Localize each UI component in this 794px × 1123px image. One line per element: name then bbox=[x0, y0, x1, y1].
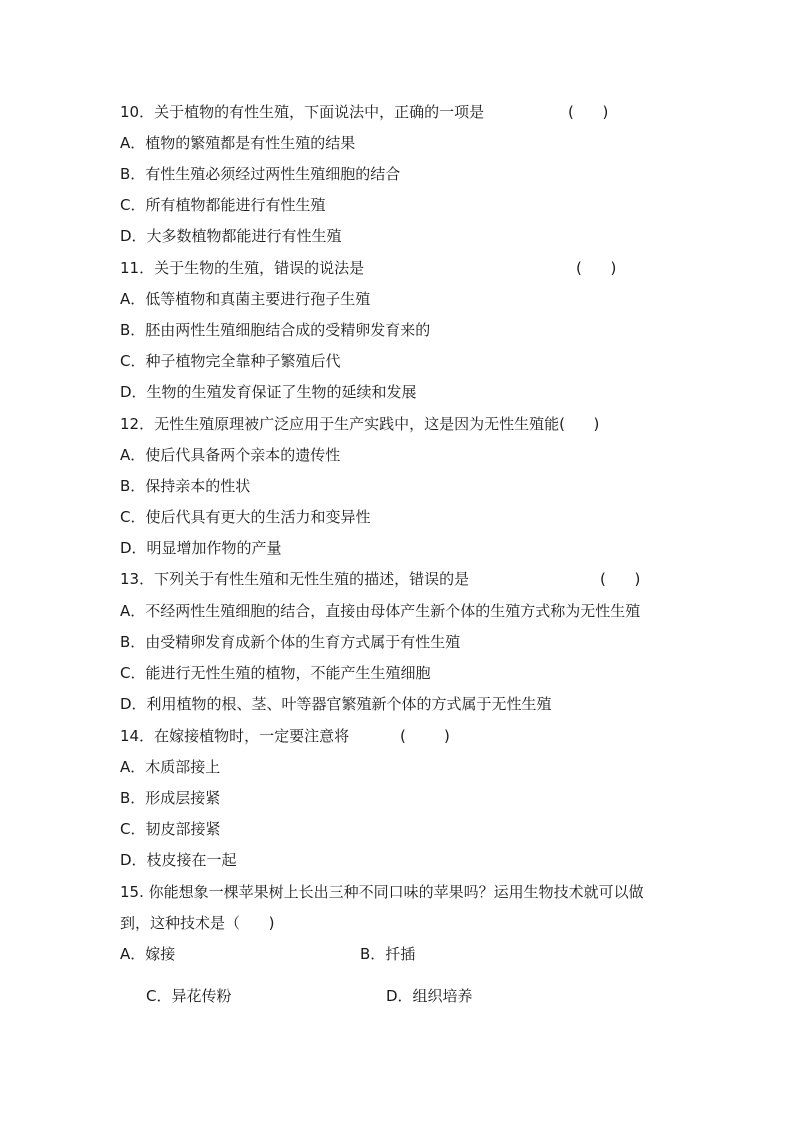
question-14-option-c: C．韧皮部接紧 bbox=[120, 820, 221, 838]
question-13-option-a: A．不经两性生殖细胞的结合，直接由母体产生新个体的生殖方式称为无性生殖 bbox=[120, 602, 641, 620]
question-15-option-c: C．异花传粉 bbox=[146, 987, 232, 1005]
question-13-answer-bracket: ( ) bbox=[600, 570, 641, 588]
question-12-option-b: B．保持亲本的性状 bbox=[120, 477, 251, 495]
question-11-answer-bracket: ( ) bbox=[576, 259, 617, 277]
question-10-stem: 10．关于植物的有性生殖，下面说法中，正确的一项是 bbox=[120, 103, 485, 121]
question-15-option-d: D．组织培养 bbox=[386, 987, 473, 1005]
question-13-option-d: D．利用植物的根、茎、叶等器官繁殖新个体的方式属于无性生殖 bbox=[120, 695, 552, 713]
question-14-option-a: A．木质部接上 bbox=[120, 758, 221, 776]
question-11-option-b: B．胚由两性生殖细胞结合成的受精卵发育来的 bbox=[120, 321, 431, 339]
question-10-answer-bracket: ( ) bbox=[568, 103, 609, 121]
question-13-option-b: B．由受精卵发育成新个体的生育方式属于有性生殖 bbox=[120, 633, 461, 651]
question-12-option-c: C．使后代具有更大的生活力和变异性 bbox=[120, 508, 371, 526]
question-14-stem: 14．在嫁接植物时，一定要注意将 bbox=[120, 727, 350, 745]
question-11-option-d: D．生物的生殖发育保证了生物的延续和发展 bbox=[120, 383, 417, 401]
question-10-option-d: D．大多数植物都能进行有性生殖 bbox=[120, 227, 342, 245]
question-13-stem: 13．下列关于有性生殖和无性生殖的描述，错误的是 bbox=[120, 570, 470, 588]
question-12-option-d: D．明显增加作物的产量 bbox=[120, 539, 282, 557]
question-15-option-b: B．扦插 bbox=[360, 945, 416, 963]
question-14-option-d: D．枝皮接在一起 bbox=[120, 851, 237, 869]
question-14-answer-bracket: ( ) bbox=[400, 727, 450, 745]
question-11-option-c: C．种子植物完全靠种子繁殖后代 bbox=[120, 352, 341, 370]
question-12-option-a: A．使后代具备两个亲本的遗传性 bbox=[120, 446, 341, 464]
question-15-stem-line-1: 15. 你能想象一棵苹果树上长出三种不同口味的苹果吗？运用生物技术就可以做 bbox=[120, 883, 644, 901]
question-11-option-a: A．低等植物和真菌主要进行孢子生殖 bbox=[120, 290, 371, 308]
question-15-option-a: A．嫁接 bbox=[120, 945, 176, 963]
question-11-stem: 11．关于生物的生殖，错误的说法是 bbox=[120, 259, 365, 277]
question-10-option-b: B．有性生殖必须经过两性生殖细胞的结合 bbox=[120, 165, 401, 183]
question-12-stem: 12．无性生殖原理被广泛应用于生产实践中，这是因为无性生殖能( ) bbox=[120, 415, 600, 433]
question-13-option-c: C．能进行无性生殖的植物，不能产生生殖细胞 bbox=[120, 664, 431, 682]
question-15-stem-line-2: 到，这种技术是（ ) bbox=[120, 914, 275, 932]
question-10-option-a: A．植物的繁殖都是有性生殖的结果 bbox=[120, 134, 356, 152]
question-14-option-b: B．形成层接紧 bbox=[120, 789, 221, 807]
question-10-option-c: C．所有植物都能进行有性生殖 bbox=[120, 196, 326, 214]
